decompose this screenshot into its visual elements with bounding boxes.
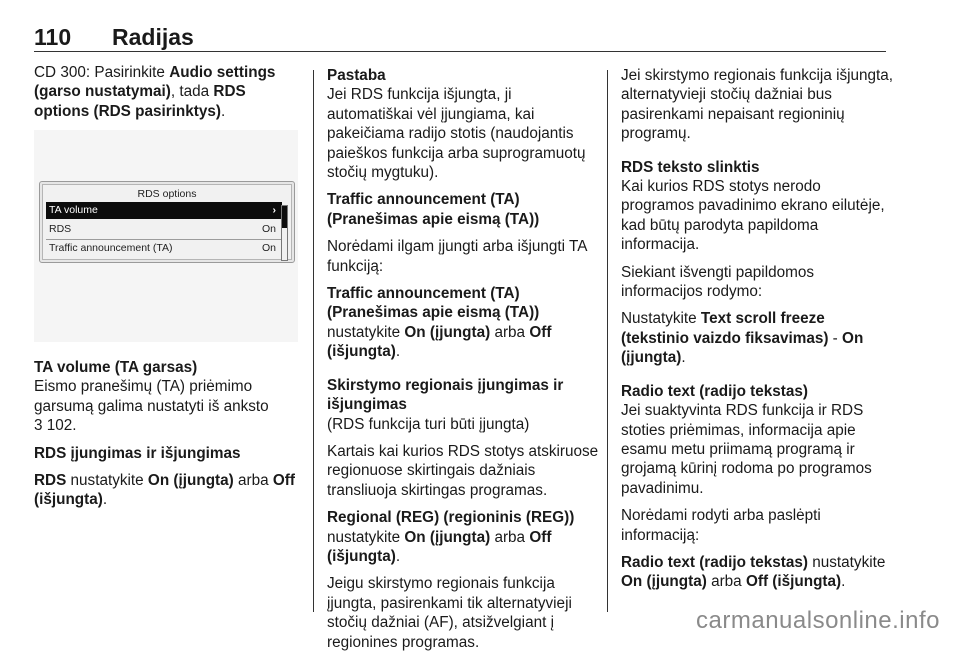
column-divider <box>607 70 608 612</box>
chevron-right-icon: › <box>272 204 276 216</box>
section-heading: RDS teksto slinktis <box>621 158 760 176</box>
page-header <box>34 24 886 52</box>
section-heading: Traffic announcement (TA) (Pranešimas apie eismą (TA)) <box>327 191 540 228</box>
section-heading: TA volume (TA garsas) <box>34 359 198 376</box>
column-divider <box>313 70 314 612</box>
menu-item-rds: RDS On <box>49 223 276 235</box>
menu-item-ta-volume: TA volume › <box>46 202 282 219</box>
intro-paragraph: CD 300: Pasirinkite Audio settings (garso nustatymai), tada RDS options (RDS pasirinktys). <box>34 64 276 120</box>
display-frame <box>39 181 295 263</box>
page-title: Radijas <box>112 24 194 50</box>
column-1-lower: TA volume (TA garsas) Eismo pranešimų (TA) priėmimo garsumą galima nustatyti iš anksto 3 102. RDS įjungimas ir išjungimas RDS nustatykite On (įjungta) arba Off (išjungta). <box>34 358 304 518</box>
section-heading: RDS įjungimas ir išjungimas <box>34 444 241 462</box>
page-number: 110 <box>34 24 72 50</box>
column-3: Jei skirstymo regionais funkcija išjungta, alternatyvieji stočių dažniai bus pasirenkami nepaisant regioninių programų. RDS teksto slinktis Kai kurios RDS stotys nerodo programos pavadinimo ekrano eilutėje, kad būtų parodyta papildoma informacija. Siekiant išvengti papildomos informacijos rodymo: Nustatykite Text scroll freeze (tekstinio vaizdo fiksavimas) - On (įjungta). Radio text (radijo tekstas) Jei suaktyvinta RDS funkcija ir RDS stoties priėmimas, informacija apie esamu metu priimamą programą ir grojamą kūrinį rodoma po programos pavadinimu. Norėdami rodyti arba paslėpti informaciją: Radio text (radijo tekstas) nustatykite On (įjungta) arba Off (išjungta). <box>621 66 896 600</box>
watermark-text: carmanualsonline.info <box>696 607 940 634</box>
column-1 <box>34 63 304 129</box>
header-divider <box>34 51 886 52</box>
note-block: Pastaba Jei RDS funkcija išjungta, ji automatiškai vėl įjungiama, kai pakeičiama radijo stotis (naudojantis paieškos funkcija arba suprogramuotų stočių mygtuku). <box>327 67 586 182</box>
screen-scrollbar <box>281 205 288 261</box>
rds-options-screen-image <box>34 130 298 342</box>
menu-item-traffic-announcement: Traffic announcement (TA) On <box>49 242 276 254</box>
section-heading: Radio text (radijo tekstas) <box>621 382 809 400</box>
column-2: Pastaba Jei RDS funkcija išjungta, ji automatiškai vėl įjungiama, kai pakeičiama radijo stotis (naudojantis paieškos funkcija arba suprogramuotų stočių mygtuku). Traffic announcement (TA) (Pranešimas apie eismą (TA)) Norėdami ilgam įjungti arba išjungti TA funkciją: Traffic announcement (TA) (Pranešimas apie eismą (TA)) nustatykite On (įjungta) arba Off (išjungta). Skirstymo regionais įjungimas ir išjungimas (RDS funkcija turi būti įjungta) Kartais kai kurios RDS stotys atskiruose regionuose skirtingais dažniais transliuoja skirtingas programas. Regional (REG) (regioninis (REG)) nustatykite On (įjungta) arba Off (išjungta). Jeigu skirstymo regionais funkcija įjungta, pasirenkami tik alternatyvieji stočių dažniai (AF), atsižvelgiant į regionines programas. <box>327 67 599 651</box>
section-heading: Skirstymo regionais įjungimas ir išjungimas <box>327 376 564 414</box>
screen-title: RDS options <box>137 188 197 200</box>
